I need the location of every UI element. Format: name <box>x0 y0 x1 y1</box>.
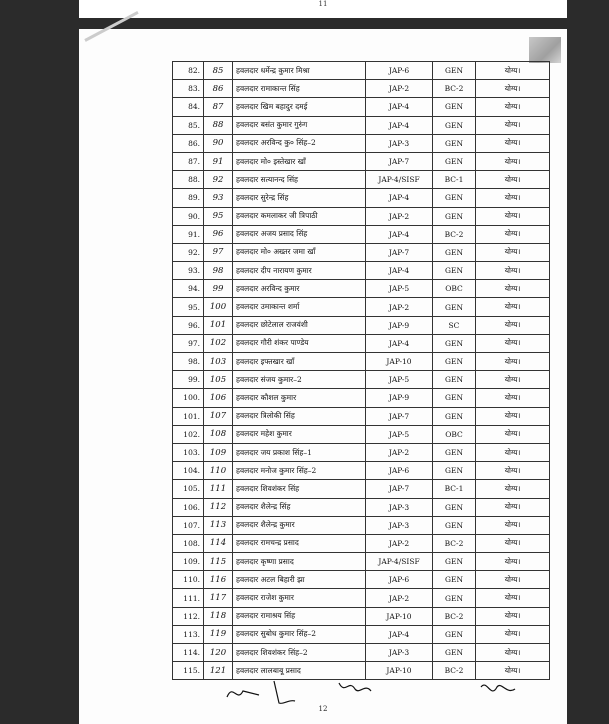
category-cell: OBC <box>433 425 476 443</box>
roll-number-cell: 85 <box>204 62 233 80</box>
roll-number-cell: 88 <box>204 116 233 134</box>
table-row <box>173 553 550 571</box>
unit-cell: JAP-10 <box>366 607 433 625</box>
serial-number-cell: 82. <box>173 62 204 80</box>
category-cell: GEN <box>433 407 476 425</box>
serial-number-cell: 87. <box>173 152 204 170</box>
roll-number-cell: 118 <box>204 607 233 625</box>
result-cell: योग्य। <box>476 134 550 152</box>
unit-cell: JAP-2 <box>366 443 433 461</box>
roll-number-cell: 96 <box>204 225 233 243</box>
roll-number-cell: 108 <box>204 425 233 443</box>
result-cell: योग्य। <box>476 207 550 225</box>
result-cell: योग्य। <box>476 262 550 280</box>
result-cell: योग्य। <box>476 98 550 116</box>
serial-number-cell: 86. <box>173 134 204 152</box>
table-row <box>173 207 550 225</box>
table-row <box>173 534 550 552</box>
result-cell: योग्य। <box>476 353 550 371</box>
result-cell: योग्य। <box>476 480 550 498</box>
unit-cell: JAP-4/SISF <box>366 171 433 189</box>
table-row <box>173 134 550 152</box>
table-row <box>173 80 550 98</box>
category-cell: GEN <box>433 62 476 80</box>
result-cell: योग्य। <box>476 443 550 461</box>
serial-number-cell: 96. <box>173 316 204 334</box>
category-cell: GEN <box>433 371 476 389</box>
serial-number-cell: 90. <box>173 207 204 225</box>
result-cell: योग्य। <box>476 389 550 407</box>
name-cell: हवलदार धर्मेन्द्र कुमार मिश्रा <box>233 62 366 80</box>
serial-number-cell: 112. <box>173 607 204 625</box>
table-row <box>173 371 550 389</box>
personnel-table <box>172 61 550 680</box>
document-page <box>79 29 567 724</box>
category-cell: BC-1 <box>433 480 476 498</box>
unit-cell: JAP-7 <box>366 152 433 170</box>
name-cell: हवलदार कौशल कुमार <box>233 389 366 407</box>
name-cell: हवलदार अटल बिहारी झा <box>233 571 366 589</box>
serial-number-cell: 108. <box>173 534 204 552</box>
name-cell: हवलदार अरविन्द कुमार <box>233 280 366 298</box>
roll-number-cell: 86 <box>204 80 233 98</box>
category-cell: GEN <box>433 298 476 316</box>
serial-number-cell: 88. <box>173 171 204 189</box>
serial-number-cell: 107. <box>173 516 204 534</box>
table-row <box>173 571 550 589</box>
unit-cell: JAP-10 <box>366 353 433 371</box>
name-cell: हवलदार सुबोध कुमार सिंह–2 <box>233 625 366 643</box>
roll-number-cell: 117 <box>204 589 233 607</box>
roll-number-cell: 99 <box>204 280 233 298</box>
serial-number-cell: 100. <box>173 389 204 407</box>
table-row <box>173 516 550 534</box>
category-cell: BC-1 <box>433 171 476 189</box>
table-row <box>173 607 550 625</box>
table-row <box>173 389 550 407</box>
serial-number-cell: 93. <box>173 262 204 280</box>
result-cell: योग्य। <box>476 662 550 680</box>
result-cell: योग्य। <box>476 371 550 389</box>
unit-cell: JAP-4 <box>366 334 433 352</box>
unit-cell: JAP-4/SISF <box>366 553 433 571</box>
table-row <box>173 353 550 371</box>
result-cell: योग्य। <box>476 243 550 261</box>
roll-number-cell: 121 <box>204 662 233 680</box>
name-cell: हवलदार शैलेन्द्र कुमार <box>233 516 366 534</box>
name-cell: हवलदार उमाकान्त शर्मा <box>233 298 366 316</box>
roll-number-cell: 113 <box>204 516 233 534</box>
roll-number-cell: 107 <box>204 407 233 425</box>
name-cell: हवलदार कमलाकर जी त्रिपाठी <box>233 207 366 225</box>
unit-cell: JAP-3 <box>366 644 433 662</box>
result-cell: योग्य। <box>476 62 550 80</box>
unit-cell: JAP-2 <box>366 298 433 316</box>
serial-number-cell: 105. <box>173 480 204 498</box>
serial-number-cell: 103. <box>173 443 204 461</box>
category-cell: GEN <box>433 207 476 225</box>
name-cell: हवलदार इफ्तखार खॉं <box>233 353 366 371</box>
result-cell: योग्य। <box>476 607 550 625</box>
table-row <box>173 407 550 425</box>
roll-number-cell: 111 <box>204 480 233 498</box>
unit-cell: JAP-9 <box>366 389 433 407</box>
previous-page-number: 11 <box>318 0 328 8</box>
category-cell: GEN <box>433 98 476 116</box>
unit-cell: JAP-4 <box>366 116 433 134</box>
roll-number-cell: 102 <box>204 334 233 352</box>
serial-number-cell: 113. <box>173 625 204 643</box>
unit-cell: JAP-2 <box>366 534 433 552</box>
serial-number-cell: 115. <box>173 662 204 680</box>
result-cell: योग्य। <box>476 171 550 189</box>
result-cell: योग्य। <box>476 225 550 243</box>
signature-1 <box>227 691 259 697</box>
name-cell: हवलदार गौरी शंकर पाण्डेय <box>233 334 366 352</box>
serial-number-cell: 111. <box>173 589 204 607</box>
serial-number-cell: 84. <box>173 98 204 116</box>
previous-page-strip <box>79 0 567 18</box>
table-row <box>173 480 550 498</box>
unit-cell: JAP-7 <box>366 480 433 498</box>
name-cell: हवलदार जय प्रकाश सिंह–1 <box>233 443 366 461</box>
roll-number-cell: 115 <box>204 553 233 571</box>
category-cell: GEN <box>433 189 476 207</box>
name-cell: हवलदार रामाश्रय सिंह <box>233 607 366 625</box>
serial-number-cell: 94. <box>173 280 204 298</box>
serial-number-cell: 99. <box>173 371 204 389</box>
roll-number-cell: 90 <box>204 134 233 152</box>
category-cell: GEN <box>433 353 476 371</box>
roll-number-cell: 105 <box>204 371 233 389</box>
table-row <box>173 589 550 607</box>
unit-cell: JAP-6 <box>366 62 433 80</box>
category-cell: GEN <box>433 589 476 607</box>
roll-number-cell: 116 <box>204 571 233 589</box>
category-cell: GEN <box>433 498 476 516</box>
serial-number-cell: 101. <box>173 407 204 425</box>
serial-number-cell: 109. <box>173 553 204 571</box>
category-cell: GEN <box>433 516 476 534</box>
roll-number-cell: 100 <box>204 298 233 316</box>
serial-number-cell: 110. <box>173 571 204 589</box>
result-cell: योग्य। <box>476 462 550 480</box>
category-cell: BC-2 <box>433 534 476 552</box>
unit-cell: JAP-4 <box>366 262 433 280</box>
roll-number-cell: 103 <box>204 353 233 371</box>
serial-number-cell: 114. <box>173 644 204 662</box>
table-row <box>173 425 550 443</box>
unit-cell: JAP-3 <box>366 134 433 152</box>
category-cell: BC-2 <box>433 225 476 243</box>
signature-4 <box>481 685 515 691</box>
table-row <box>173 644 550 662</box>
name-cell: हवलदार रामचन्द्र प्रसाद <box>233 534 366 552</box>
roll-number-cell: 92 <box>204 171 233 189</box>
roll-number-cell: 93 <box>204 189 233 207</box>
roll-number-cell: 101 <box>204 316 233 334</box>
table-row <box>173 189 550 207</box>
result-cell: योग्य। <box>476 625 550 643</box>
result-cell: योग्य। <box>476 516 550 534</box>
serial-number-cell: 92. <box>173 243 204 261</box>
roll-number-cell: 97 <box>204 243 233 261</box>
category-cell: OBC <box>433 280 476 298</box>
result-cell: योग्य। <box>476 425 550 443</box>
name-cell: हवलदार मो० अख्तर जमा खॉं <box>233 243 366 261</box>
category-cell: GEN <box>433 389 476 407</box>
roll-number-cell: 112 <box>204 498 233 516</box>
serial-number-cell: 104. <box>173 462 204 480</box>
name-cell: हवलदार कृष्णा प्रसाद <box>233 553 366 571</box>
name-cell: हवलदार संजय कुमार–2 <box>233 371 366 389</box>
serial-number-cell: 85. <box>173 116 204 134</box>
result-cell: योग्य। <box>476 189 550 207</box>
table-row <box>173 462 550 480</box>
result-cell: योग्य। <box>476 116 550 134</box>
roll-number-cell: 98 <box>204 262 233 280</box>
result-cell: योग्य। <box>476 571 550 589</box>
result-cell: योग्य। <box>476 80 550 98</box>
table-row <box>173 298 550 316</box>
category-cell: GEN <box>433 462 476 480</box>
table-row <box>173 443 550 461</box>
name-cell: हवलदार मनोज कुमार सिंह–2 <box>233 462 366 480</box>
category-cell: BC-2 <box>433 662 476 680</box>
unit-cell: JAP-2 <box>366 589 433 607</box>
category-cell: GEN <box>433 334 476 352</box>
name-cell: हवलदार अजय प्रसाद सिंह <box>233 225 366 243</box>
unit-cell: JAP-3 <box>366 498 433 516</box>
name-cell: हवलदार बसंत कुमार गुरुंग <box>233 116 366 134</box>
category-cell: GEN <box>433 625 476 643</box>
table-row <box>173 334 550 352</box>
category-cell: GEN <box>433 553 476 571</box>
unit-cell: JAP-6 <box>366 462 433 480</box>
name-cell: हवलदार अरविन्द कु० सिंह–2 <box>233 134 366 152</box>
result-cell: योग्य। <box>476 280 550 298</box>
table-row <box>173 280 550 298</box>
result-cell: योग्य। <box>476 534 550 552</box>
name-cell: हवलदार लालबाबू प्रसाद <box>233 662 366 680</box>
result-cell: योग्य। <box>476 589 550 607</box>
unit-cell: JAP-5 <box>366 280 433 298</box>
unit-cell: JAP-5 <box>366 425 433 443</box>
result-cell: योग्य। <box>476 498 550 516</box>
table-row <box>173 116 550 134</box>
name-cell: हवलदार मो० इस्तेखार खॉं <box>233 152 366 170</box>
name-cell: हवलदार शिवशंकर सिंह <box>233 480 366 498</box>
roll-number-cell: 91 <box>204 152 233 170</box>
result-cell: योग्य। <box>476 407 550 425</box>
roll-number-cell: 120 <box>204 644 233 662</box>
unit-cell: JAP-4 <box>366 625 433 643</box>
unit-cell: JAP-10 <box>366 662 433 680</box>
unit-cell: JAP-6 <box>366 571 433 589</box>
unit-cell: JAP-2 <box>366 80 433 98</box>
name-cell: हवलदार खिम बहादुर दमई <box>233 98 366 116</box>
roll-number-cell: 110 <box>204 462 233 480</box>
name-cell: हवलदार शैलेन्द्र सिंह <box>233 498 366 516</box>
unit-cell: JAP-4 <box>366 225 433 243</box>
table-row <box>173 171 550 189</box>
roll-number-cell: 106 <box>204 389 233 407</box>
unit-cell: JAP-7 <box>366 243 433 261</box>
unit-cell: JAP-7 <box>366 407 433 425</box>
result-cell: योग्य। <box>476 553 550 571</box>
name-cell: हवलदार शिवशंकर सिंह–2 <box>233 644 366 662</box>
serial-number-cell: 106. <box>173 498 204 516</box>
category-cell: GEN <box>433 152 476 170</box>
serial-number-cell: 97. <box>173 334 204 352</box>
result-cell: योग्य। <box>476 334 550 352</box>
category-cell: GEN <box>433 262 476 280</box>
result-cell: योग्य। <box>476 644 550 662</box>
roll-number-cell: 87 <box>204 98 233 116</box>
name-cell: हवलदार त्रिलोकी सिंह <box>233 407 366 425</box>
unit-cell: JAP-4 <box>366 98 433 116</box>
table-row <box>173 62 550 80</box>
name-cell: हवलदार सुरेन्द्र सिंह <box>233 189 366 207</box>
unit-cell: JAP-3 <box>366 516 433 534</box>
table-row <box>173 498 550 516</box>
category-cell: GEN <box>433 443 476 461</box>
name-cell: हवलदार दीप नारायण कुमार <box>233 262 366 280</box>
personnel-table-body <box>173 62 550 680</box>
roll-number-cell: 114 <box>204 534 233 552</box>
result-cell: योग्य। <box>476 298 550 316</box>
table-row <box>173 243 550 261</box>
serial-number-cell: 91. <box>173 225 204 243</box>
scan-corner-mark <box>529 37 561 63</box>
roll-number-cell: 95 <box>204 207 233 225</box>
result-cell: योग्य। <box>476 152 550 170</box>
table-row <box>173 262 550 280</box>
serial-number-cell: 83. <box>173 80 204 98</box>
category-cell: BC-2 <box>433 607 476 625</box>
unit-cell: JAP-4 <box>366 189 433 207</box>
unit-cell: JAP-2 <box>366 207 433 225</box>
signatures <box>219 677 519 707</box>
category-cell: BC-2 <box>433 80 476 98</box>
name-cell: हवलदार सत्यानन्द सिंह <box>233 171 366 189</box>
roll-number-cell: 119 <box>204 625 233 643</box>
category-cell: GEN <box>433 571 476 589</box>
page-number: 12 <box>318 705 328 713</box>
category-cell: GEN <box>433 644 476 662</box>
name-cell: हवलदार राजेश कुमार <box>233 589 366 607</box>
table-row <box>173 152 550 170</box>
roll-number-cell: 109 <box>204 443 233 461</box>
category-cell: GEN <box>433 243 476 261</box>
signature-3 <box>339 683 371 691</box>
name-cell: हवलदार रामाकान्त सिंह <box>233 80 366 98</box>
unit-cell: JAP-5 <box>366 371 433 389</box>
table-row <box>173 225 550 243</box>
category-cell: GEN <box>433 116 476 134</box>
serial-number-cell: 89. <box>173 189 204 207</box>
name-cell: हवलदार महेश कुमार <box>233 425 366 443</box>
table-row <box>173 625 550 643</box>
table-row <box>173 98 550 116</box>
signature-2 <box>274 681 295 703</box>
serial-number-cell: 102. <box>173 425 204 443</box>
unit-cell: JAP-9 <box>366 316 433 334</box>
table-row <box>173 316 550 334</box>
category-cell: GEN <box>433 134 476 152</box>
name-cell: हवलदार छोटेलाल राजवंशी <box>233 316 366 334</box>
result-cell: योग्य। <box>476 316 550 334</box>
serial-number-cell: 95. <box>173 298 204 316</box>
category-cell: SC <box>433 316 476 334</box>
serial-number-cell: 98. <box>173 353 204 371</box>
